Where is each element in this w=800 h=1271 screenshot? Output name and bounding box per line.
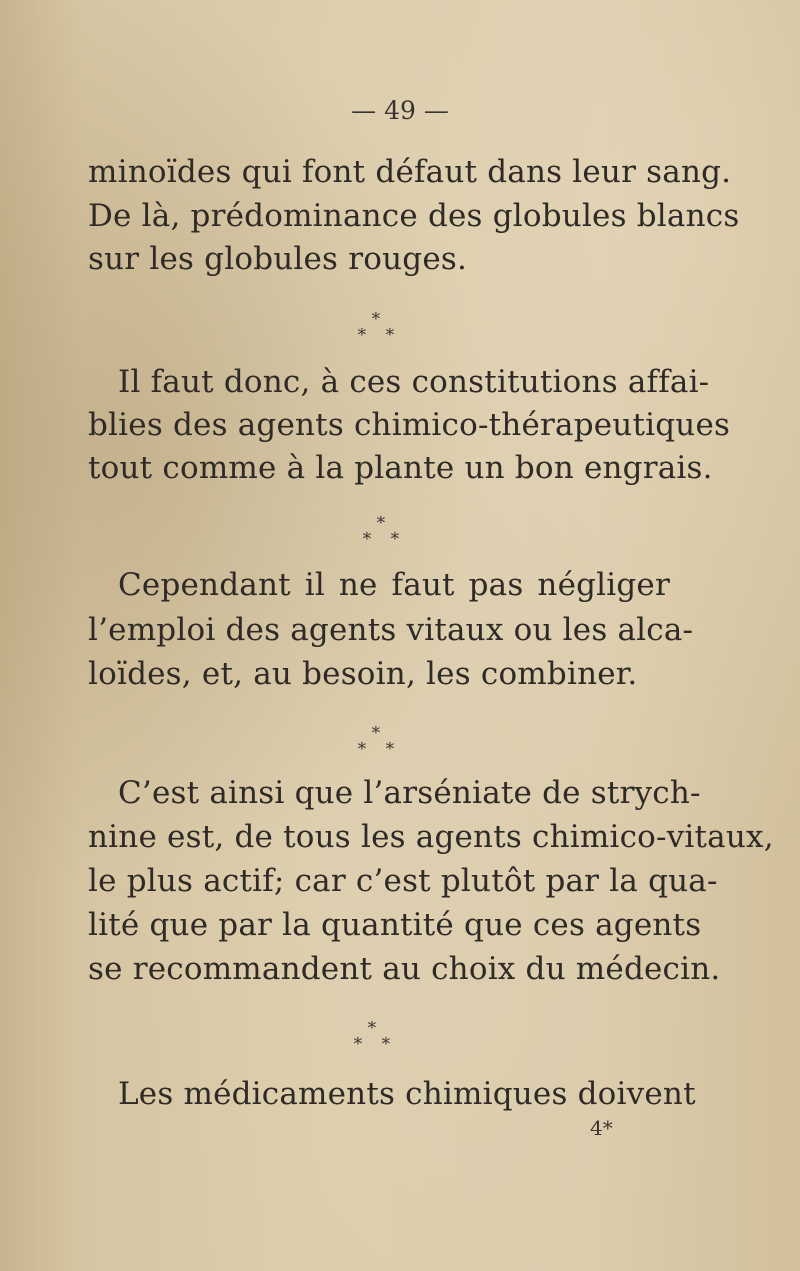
asterisk: ∗ — [366, 1015, 378, 1035]
text-line: le plus actif; car c’est plutôt par la qua- — [88, 863, 718, 899]
asterisk: ∗ — [370, 720, 382, 740]
page-number: — 49 — — [351, 96, 449, 125]
text-line: Cependant il ne faut pas négliger — [118, 567, 670, 603]
asterisk: ∗ — [380, 1031, 392, 1051]
text-line: se recommandent au choix du médecin. — [88, 951, 721, 987]
text-line: minoïdes qui font défaut dans leur sang. — [88, 154, 732, 190]
section-separator — [353, 512, 413, 552]
section-separator — [348, 308, 408, 348]
asterisk: ∗ — [384, 736, 396, 756]
section-separator — [344, 1017, 404, 1057]
asterisk: ∗ — [352, 1031, 364, 1051]
asterisk: ∗ — [361, 526, 373, 546]
text-line: l’emploi des agents vitaux ou les alca- — [88, 612, 694, 648]
text-line: tout comme à la plante un bon engrais. — [88, 450, 713, 486]
text-line: De là, prédominance des globules blancs — [88, 198, 740, 234]
text-line: nine est, de tous les agents chimico-vitaux, — [88, 819, 774, 855]
text-line: sur les globules rouges. — [88, 241, 468, 277]
text-line: loïdes, et, au besoin, les combiner. — [88, 656, 638, 692]
asterisk: ∗ — [375, 510, 387, 530]
text-line: lité que par la quantité que ces agents — [88, 907, 702, 943]
text-line: Les médicaments chimiques doivent — [118, 1076, 696, 1112]
section-separator — [348, 722, 408, 762]
asterisk: ∗ — [356, 322, 368, 342]
text-line: C’est ainsi que l’arséniate de strych- — [118, 775, 701, 811]
asterisk: ∗ — [370, 306, 382, 326]
signature-mark: 4* — [590, 1116, 613, 1140]
text-line: blies des agents chimico-thérapeutiques — [88, 407, 731, 443]
asterisk: ∗ — [356, 736, 368, 756]
asterisk: ∗ — [384, 322, 396, 342]
text-line: Il faut donc, à ces constitutions affai- — [118, 364, 710, 400]
asterisk: ∗ — [389, 526, 401, 546]
